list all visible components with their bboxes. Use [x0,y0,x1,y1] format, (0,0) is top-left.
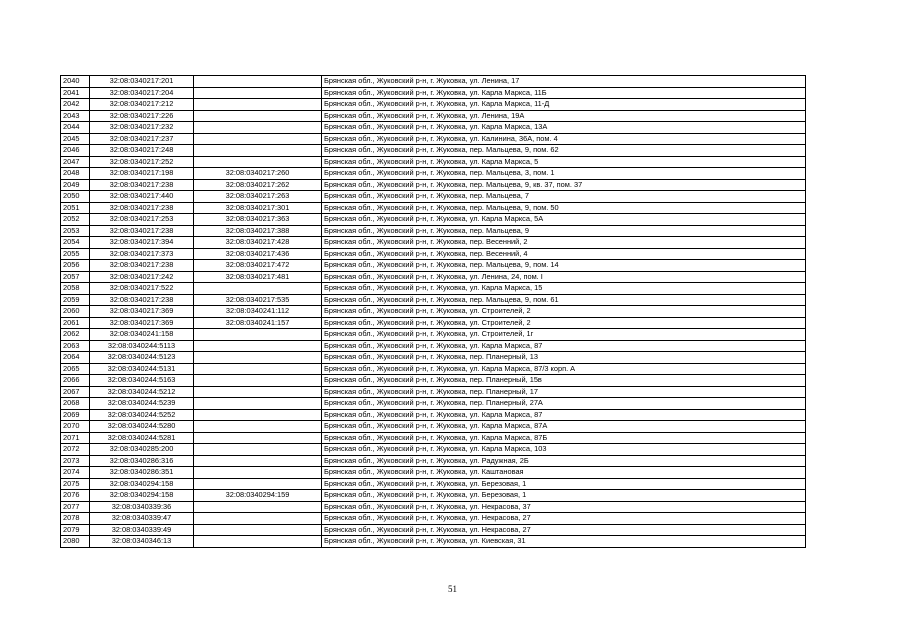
row-number-cell: 2051 [61,202,90,214]
table-row [61,110,806,122]
address-cell: Брянская обл., Жуковский р-н, г. Жуковка, ул. Строителей, 2 [322,306,806,318]
row-number-cell: 2073 [61,455,90,467]
row-number-cell: 2065 [61,363,90,375]
row-number-cell: 2053 [61,225,90,237]
related-cadastral-number-cell: 32:08:0340241:112 [194,306,322,318]
table-row [61,179,806,191]
cadastral-number-cell: 32:08:0340286:316 [90,455,194,467]
row-number-cell: 2079 [61,524,90,536]
row-number-cell: 2076 [61,490,90,502]
row-number-cell: 2078 [61,513,90,525]
table-row [61,237,806,249]
cadastral-number-cell: 32:08:0340217:253 [90,214,194,226]
address-cell: Брянская обл., Жуковский р-н, г. Жуковка, ул. Радужная, 2Б [322,455,806,467]
table-row [61,375,806,387]
related-cadastral-number-cell [194,283,322,295]
cadastral-number-cell: 32:08:0340217:232 [90,122,194,134]
table-row [61,225,806,237]
table-row [61,386,806,398]
cadastral-number-cell: 32:08:0340244:5123 [90,352,194,364]
table-row [61,409,806,421]
row-number-cell: 2052 [61,214,90,226]
related-cadastral-number-cell: 32:08:0340217:260 [194,168,322,180]
cadastral-number-cell: 32:08:0340217:238 [90,179,194,191]
cadastral-number-cell: 32:08:0340244:5113 [90,340,194,352]
table-row [61,432,806,444]
related-cadastral-number-cell [194,363,322,375]
table-row [61,202,806,214]
table-row [61,87,806,99]
table-row [61,306,806,318]
related-cadastral-number-cell [194,398,322,410]
row-number-cell: 2041 [61,87,90,99]
row-number-cell: 2058 [61,283,90,295]
cadastral-number-cell: 32:08:0340244:5163 [90,375,194,387]
related-cadastral-number-cell [194,87,322,99]
row-number-cell: 2080 [61,536,90,548]
row-number-cell: 2054 [61,237,90,249]
address-cell: Брянская обл., Жуковский р-н, г. Жуковка, ул. Карла Маркса, 5 [322,156,806,168]
address-cell: Брянская обл., Жуковский р-н, г. Жуковка, ул. Карла Маркса, 5А [322,214,806,226]
related-cadastral-number-cell [194,524,322,536]
address-cell: Брянская обл., Жуковский р-н, г. Жуковка, ул. Некрасова, 27 [322,513,806,525]
cadastral-number-cell: 32:08:0340285:200 [90,444,194,456]
address-cell: Брянская обл., Жуковский р-н, г. Жуковка, ул. Березовая, 1 [322,478,806,490]
row-number-cell: 2070 [61,421,90,433]
table-row [61,513,806,525]
row-number-cell: 2057 [61,271,90,283]
cadastral-number-cell: 32:08:0340217:369 [90,317,194,329]
address-cell: Брянская обл., Жуковский р-н, г. Жуковка, ул. Каштановая [322,467,806,479]
address-cell: Брянская обл., Жуковский р-н, г. Жуковка, ул. Карла Маркса, 87/3 корп. А [322,363,806,375]
row-number-cell: 2062 [61,329,90,341]
cadastral-number-cell: 32:08:0340217:369 [90,306,194,318]
cadastral-number-cell: 32:08:0340244:5281 [90,432,194,444]
address-cell: Брянская обл., Жуковский р-н, г. Жуковка, пер. Мальцева, 3, пом. 1 [322,168,806,180]
cadastral-number-cell: 32:08:0340217:238 [90,225,194,237]
address-cell: Брянская обл., Жуковский р-н, г. Жуковка, ул. Березовая, 1 [322,490,806,502]
cadastral-number-cell: 32:08:0340244:5212 [90,386,194,398]
cadastral-number-cell: 32:08:0340244:5252 [90,409,194,421]
table-row [61,317,806,329]
table-row [61,294,806,306]
table-row [61,363,806,375]
row-number-cell: 2071 [61,432,90,444]
address-cell: Брянская обл., Жуковский р-н, г. Жуковка, ул. Киевская, 31 [322,536,806,548]
related-cadastral-number-cell: 32:08:0340217:472 [194,260,322,272]
registry-table [60,75,806,548]
cadastral-number-cell: 32:08:0340217:237 [90,133,194,145]
cadastral-number-cell: 32:08:0340244:5280 [90,421,194,433]
row-number-cell: 2059 [61,294,90,306]
address-cell: Брянская обл., Жуковский р-н, г. Жуковка, ул. Карла Маркса, 15 [322,283,806,295]
cadastral-number-cell: 32:08:0340217:440 [90,191,194,203]
related-cadastral-number-cell [194,501,322,513]
table-row [61,467,806,479]
address-cell: Брянская обл., Жуковский р-н, г. Жуковка, ул. Строителей, 1г [322,329,806,341]
table-row [61,168,806,180]
row-number-cell: 2066 [61,375,90,387]
address-cell: Брянская обл., Жуковский р-н, г. Жуковка, ул. Карла Маркса, 103 [322,444,806,456]
related-cadastral-number-cell [194,432,322,444]
address-cell: Брянская обл., Жуковский р-н, г. Жуковка, пер. Мальцева, 9, пом. 61 [322,294,806,306]
cadastral-number-cell: 32:08:0340217:242 [90,271,194,283]
related-cadastral-number-cell [194,409,322,421]
related-cadastral-number-cell [194,76,322,88]
table-row [61,271,806,283]
address-cell: Брянская обл., Жуковский р-н, г. Жуковка, пер. Мальцева, 9, пом. 62 [322,145,806,157]
cadastral-number-cell: 32:08:0340217:252 [90,156,194,168]
table-row [61,455,806,467]
address-cell: Брянская обл., Жуковский р-н, г. Жуковка, ул. Ленина, 17 [322,76,806,88]
table-row [61,536,806,548]
cadastral-number-cell: 32:08:0340217:198 [90,168,194,180]
table-row [61,398,806,410]
related-cadastral-number-cell [194,467,322,479]
related-cadastral-number-cell [194,536,322,548]
row-number-cell: 2046 [61,145,90,157]
registry-table-body [61,76,806,548]
address-cell: Брянская обл., Жуковский р-н, г. Жуковка, пер. Планерный, 15в [322,375,806,387]
related-cadastral-number-cell: 32:08:0340241:157 [194,317,322,329]
cadastral-number-cell: 32:08:0340286:351 [90,467,194,479]
cadastral-number-cell: 32:08:0340217:238 [90,294,194,306]
related-cadastral-number-cell [194,110,322,122]
table-row [61,283,806,295]
related-cadastral-number-cell: 32:08:0340217:436 [194,248,322,260]
cadastral-number-cell: 32:08:0340217:248 [90,145,194,157]
cadastral-number-cell: 32:08:0340217:226 [90,110,194,122]
address-cell: Брянская обл., Жуковский р-н, г. Жуковка, пер. Весенний, 4 [322,248,806,260]
row-number-cell: 2068 [61,398,90,410]
related-cadastral-number-cell: 32:08:0340217:263 [194,191,322,203]
cadastral-number-cell: 32:08:0340217:204 [90,87,194,99]
cadastral-number-cell: 32:08:0340217:212 [90,99,194,111]
row-number-cell: 2061 [61,317,90,329]
row-number-cell: 2050 [61,191,90,203]
related-cadastral-number-cell [194,99,322,111]
address-cell: Брянская обл., Жуковский р-н, г. Жуковка, пер. Мальцева, 9, пом. 14 [322,260,806,272]
table-row [61,260,806,272]
table-row [61,214,806,226]
address-cell: Брянская обл., Жуковский р-н, г. Жуковка, пер. Планерный, 17 [322,386,806,398]
row-number-cell: 2044 [61,122,90,134]
cadastral-number-cell: 32:08:0340244:5131 [90,363,194,375]
address-cell: Брянская обл., Жуковский р-н, г. Жуковка, ул. Карла Маркса, 11-Д [322,99,806,111]
related-cadastral-number-cell [194,352,322,364]
address-cell: Брянская обл., Жуковский р-н, г. Жуковка, пер. Планерный, 13 [322,352,806,364]
address-cell: Брянская обл., Жуковский р-н, г. Жуковка, пер. Мальцева, 7 [322,191,806,203]
related-cadastral-number-cell [194,386,322,398]
cadastral-number-cell: 32:08:0340217:238 [90,202,194,214]
cadastral-number-cell: 32:08:0340217:522 [90,283,194,295]
cadastral-number-cell: 32:08:0340217:201 [90,76,194,88]
row-number-cell: 2074 [61,467,90,479]
related-cadastral-number-cell: 32:08:0340217:428 [194,237,322,249]
table-row [61,444,806,456]
related-cadastral-number-cell: 32:08:0340217:481 [194,271,322,283]
row-number-cell: 2043 [61,110,90,122]
row-number-cell: 2075 [61,478,90,490]
cadastral-number-cell: 32:08:0340346:13 [90,536,194,548]
address-cell: Брянская обл., Жуковский р-н, г. Жуковка, ул. Строителей, 2 [322,317,806,329]
related-cadastral-number-cell: 32:08:0340217:535 [194,294,322,306]
related-cadastral-number-cell [194,478,322,490]
address-cell: Брянская обл., Жуковский р-н, г. Жуковка, пер. Весенний, 2 [322,237,806,249]
cadastral-number-cell: 32:08:0340217:373 [90,248,194,260]
cadastral-number-cell: 32:08:0340217:238 [90,260,194,272]
address-cell: Брянская обл., Жуковский р-н, г. Жуковка, пер. Мальцева, 9 [322,225,806,237]
related-cadastral-number-cell [194,421,322,433]
address-cell: Брянская обл., Жуковский р-н, г. Жуковка, ул. Карла Маркса, 87А [322,421,806,433]
related-cadastral-number-cell: 32:08:0340294:159 [194,490,322,502]
table-row [61,352,806,364]
table-row [61,501,806,513]
address-cell: Брянская обл., Жуковский р-н, г. Жуковка, ул. Карла Маркса, 87 [322,340,806,352]
address-cell: Брянская обл., Жуковский р-н, г. Жуковка, ул. Карла Маркса, 87Б [322,432,806,444]
row-number-cell: 2072 [61,444,90,456]
cadastral-number-cell: 32:08:0340294:158 [90,478,194,490]
table-row [61,340,806,352]
row-number-cell: 2045 [61,133,90,145]
related-cadastral-number-cell [194,444,322,456]
cadastral-number-cell: 32:08:0340244:5239 [90,398,194,410]
cadastral-number-cell: 32:08:0340339:47 [90,513,194,525]
table-row [61,76,806,88]
address-cell: Брянская обл., Жуковский р-н, г. Жуковка, ул. Некрасова, 37 [322,501,806,513]
related-cadastral-number-cell [194,513,322,525]
address-cell: Брянская обл., Жуковский р-н, г. Жуковка, ул. Карла Маркса, 87 [322,409,806,421]
related-cadastral-number-cell: 32:08:0340217:388 [194,225,322,237]
address-cell: Брянская обл., Жуковский р-н, г. Жуковка, ул. Карла Маркса, 13А [322,122,806,134]
row-number-cell: 2077 [61,501,90,513]
cadastral-number-cell: 32:08:0340339:49 [90,524,194,536]
row-number-cell: 2064 [61,352,90,364]
row-number-cell: 2042 [61,99,90,111]
address-cell: Брянская обл., Жуковский р-н, г. Жуковка, ул. Калинина, 36А, пом. 4 [322,133,806,145]
related-cadastral-number-cell [194,340,322,352]
address-cell: Брянская обл., Жуковский р-н, г. Жуковка, пер. Мальцева, 9, кв. 37, пом. 37 [322,179,806,191]
row-number-cell: 2049 [61,179,90,191]
table-row [61,329,806,341]
table-row [61,133,806,145]
page-number: 51 [448,584,457,594]
table-row [61,478,806,490]
row-number-cell: 2047 [61,156,90,168]
related-cadastral-number-cell [194,145,322,157]
table-row [61,490,806,502]
cadastral-number-cell: 32:08:0340339:36 [90,501,194,513]
row-number-cell: 2040 [61,76,90,88]
address-cell: Брянская обл., Жуковский р-н, г. Жуковка, ул. Некрасова, 27 [322,524,806,536]
cadastral-number-cell: 32:08:0340294:158 [90,490,194,502]
table-row [61,524,806,536]
table-row [61,421,806,433]
table-row [61,156,806,168]
address-cell: Брянская обл., Жуковский р-н, г. Жуковка, пер. Планерный, 27А [322,398,806,410]
related-cadastral-number-cell: 32:08:0340217:363 [194,214,322,226]
related-cadastral-number-cell [194,375,322,387]
row-number-cell: 2063 [61,340,90,352]
row-number-cell: 2060 [61,306,90,318]
row-number-cell: 2056 [61,260,90,272]
table-row [61,122,806,134]
row-number-cell: 2048 [61,168,90,180]
address-cell: Брянская обл., Жуковский р-н, г. Жуковка, пер. Мальцева, 9, пом. 50 [322,202,806,214]
address-cell: Брянская обл., Жуковский р-н, г. Жуковка, ул. Ленина, 24, пом. I [322,271,806,283]
table-row [61,99,806,111]
table-row [61,248,806,260]
table-row [61,145,806,157]
related-cadastral-number-cell [194,455,322,467]
related-cadastral-number-cell [194,122,322,134]
cadastral-number-cell: 32:08:0340217:394 [90,237,194,249]
related-cadastral-number-cell [194,156,322,168]
related-cadastral-number-cell: 32:08:0340217:262 [194,179,322,191]
related-cadastral-number-cell [194,329,322,341]
related-cadastral-number-cell: 32:08:0340217:301 [194,202,322,214]
related-cadastral-number-cell [194,133,322,145]
row-number-cell: 2067 [61,386,90,398]
cadastral-number-cell: 32:08:0340241:158 [90,329,194,341]
table-row [61,191,806,203]
address-cell: Брянская обл., Жуковский р-н, г. Жуковка, ул. Карла Маркса, 11Б [322,87,806,99]
row-number-cell: 2055 [61,248,90,260]
address-cell: Брянская обл., Жуковский р-н, г. Жуковка, ул. Ленина, 19А [322,110,806,122]
row-number-cell: 2069 [61,409,90,421]
